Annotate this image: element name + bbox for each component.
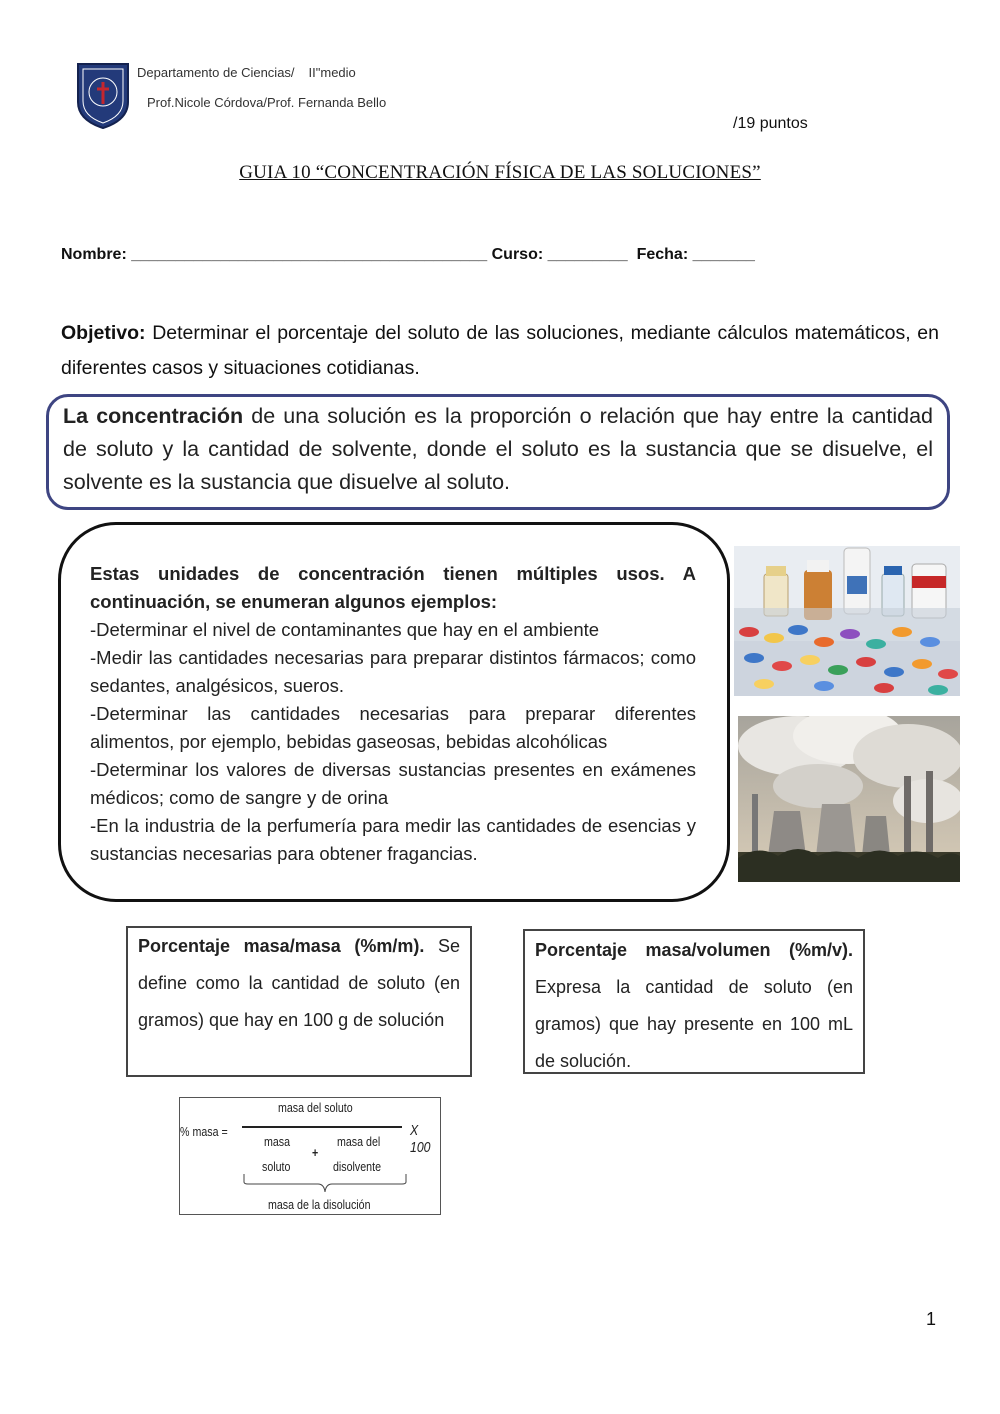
teachers-text: Prof.Nicole Córdova/Prof. Fernanda Bello	[147, 95, 387, 110]
formula-brace-label: masa de la disolución	[268, 1197, 371, 1212]
formula-numerator: masa del soluto	[278, 1100, 353, 1115]
formula-times: X 100	[410, 1122, 431, 1156]
page-number: 1	[926, 1309, 937, 1329]
uses-list	[90, 560, 696, 868]
mass-mass-label: Porcentaje masa/masa (%m/m).	[138, 936, 425, 956]
page-title: GUIA 10 “CONCENTRACIÓN FÍSICA DE LAS SOLUCIONES”	[239, 162, 761, 183]
factory-pollution-photo	[738, 716, 960, 882]
mass-volume-definition	[535, 932, 853, 1080]
uses-lead: Estas unidades de concentración tienen múltiples usos. A continuación, se enumeran algunos ejemplos:	[90, 563, 696, 612]
list-item: -Determinar las cantidades necesarias para preparar diferentes alimentos, por ejemplo, bebidas gaseosas, bebidas alcohólicas	[90, 703, 696, 752]
formula-den-left-2: soluto	[262, 1159, 291, 1174]
list-item: -Determinar el nivel de contaminantes que hay en el ambiente	[90, 619, 600, 640]
department-text: Departamento de Ciencias/	[137, 65, 295, 80]
mass-volume-label: Porcentaje masa/volumen (%m/v).	[535, 940, 853, 960]
formula-lhs: % masa =	[180, 1124, 228, 1139]
points-total: /19 puntos	[733, 115, 808, 132]
mass-mass-definition	[138, 928, 460, 1039]
mass-volume-text: Expresa la cantidad de soluto (en gramos) que hay presente en 100 mL de solución.	[535, 977, 853, 1071]
mass-volume-definition-box	[523, 929, 865, 1074]
fraction-bar	[242, 1126, 402, 1128]
mass-mass-definition-box	[126, 926, 472, 1077]
formula-den-left-1: masa	[264, 1134, 291, 1149]
concentration-term: La concentración	[63, 404, 244, 428]
formula-plus: +	[312, 1145, 319, 1160]
mass-percent-formula	[179, 1097, 441, 1215]
underbrace	[242, 1174, 408, 1196]
medicine-pills-photo	[734, 546, 960, 696]
objective-paragraph	[61, 316, 939, 386]
course-text: II"medio	[308, 65, 356, 80]
student-fields: Nombre: ________________________________________ Curso: _________ Fecha: _______	[61, 246, 755, 263]
concentration-text: de una solución es la proporción o relación que hay entre la cantidad de soluto y la cantidad de solvente, donde el soluto es la sustancia que se disuelve, el solvente es la sustancia que disuelve al soluto.	[63, 404, 934, 494]
list-item: -Medir las cantidades necesarias para preparar distintos fármacos; como sedantes, analgésicos, sueros.	[90, 647, 696, 696]
objective-text: Determinar el porcentaje del soluto de las soluciones, mediante cálculos matemáticos, en diferentes casos y situaciones cotidianas.	[61, 322, 939, 379]
objective-label: Objetivo:	[61, 322, 146, 344]
formula-den-right-2: disolvente	[333, 1159, 382, 1174]
list-item: -En la industria de la perfumería para medir las cantidades de esencias y sustancias necesarias para obtener fragancias.	[90, 815, 696, 864]
mass-mass-text: Se define como la cantidad de soluto (en gramos) que hay en 100 g de solución	[138, 936, 460, 1030]
list-item: -Determinar los valores de diversas sustancias presentes en exámenes médicos; como de sangre y de orina	[90, 759, 696, 808]
formula-den-right-1: masa del	[337, 1134, 381, 1149]
department-line	[137, 65, 356, 80]
concentration-definition	[63, 400, 933, 499]
school-crest-logo	[76, 62, 130, 130]
